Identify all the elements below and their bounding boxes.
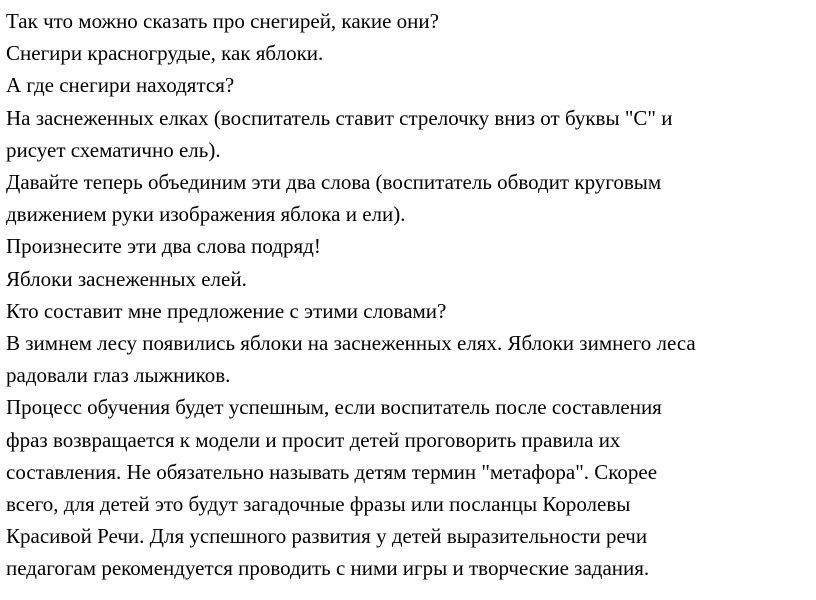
text-line: всего, для детей это будут загадочные фразы или посланцы Королевы <box>6 492 631 517</box>
text-line: Так что можно сказать про снегирей, какие они? <box>6 9 439 33</box>
text-line: движением руки изображения яблока и ели). <box>6 202 406 227</box>
text-line: педагогам рекомендуется проводить с ними игры и творческие задания. <box>6 556 650 581</box>
text-line: На заснеженных елках (воспитатель ставит стрелочку вниз от буквы "С" и <box>6 105 673 130</box>
text-line: составления. Не обязательно называть детям термин "метафора". Скорее <box>6 459 658 484</box>
text-line: рисует схематично ель). <box>6 137 221 162</box>
text-line: В зимнем лесу появились яблоки на заснеженных елях. Яблоки зимнего леса <box>6 331 696 356</box>
text-line: Давайте теперь объединим эти два слова (воспитатель обводит круговым <box>6 170 662 195</box>
text-line: Процесс обучения будет успешным, если воспитатель после составления <box>6 395 662 420</box>
text-line: радовали глаз лыжников. <box>6 363 231 388</box>
text-line: А где снегири находятся? <box>6 73 235 98</box>
text-line: Снегири красногрудые, как яблоки. <box>6 41 324 66</box>
text-line: Яблоки заснеженных елей. <box>6 266 247 291</box>
text-line: Кто составит мне предложение с этими словами? <box>6 298 447 323</box>
text-line: Красивой Речи. Для успешного развития у детей выразительности речи <box>6 524 648 549</box>
text-line: Произнесите эти два слова подряд! <box>6 234 321 259</box>
text-line: фраз возвращается к модели и просит детей проговорить правила их <box>6 427 621 452</box>
